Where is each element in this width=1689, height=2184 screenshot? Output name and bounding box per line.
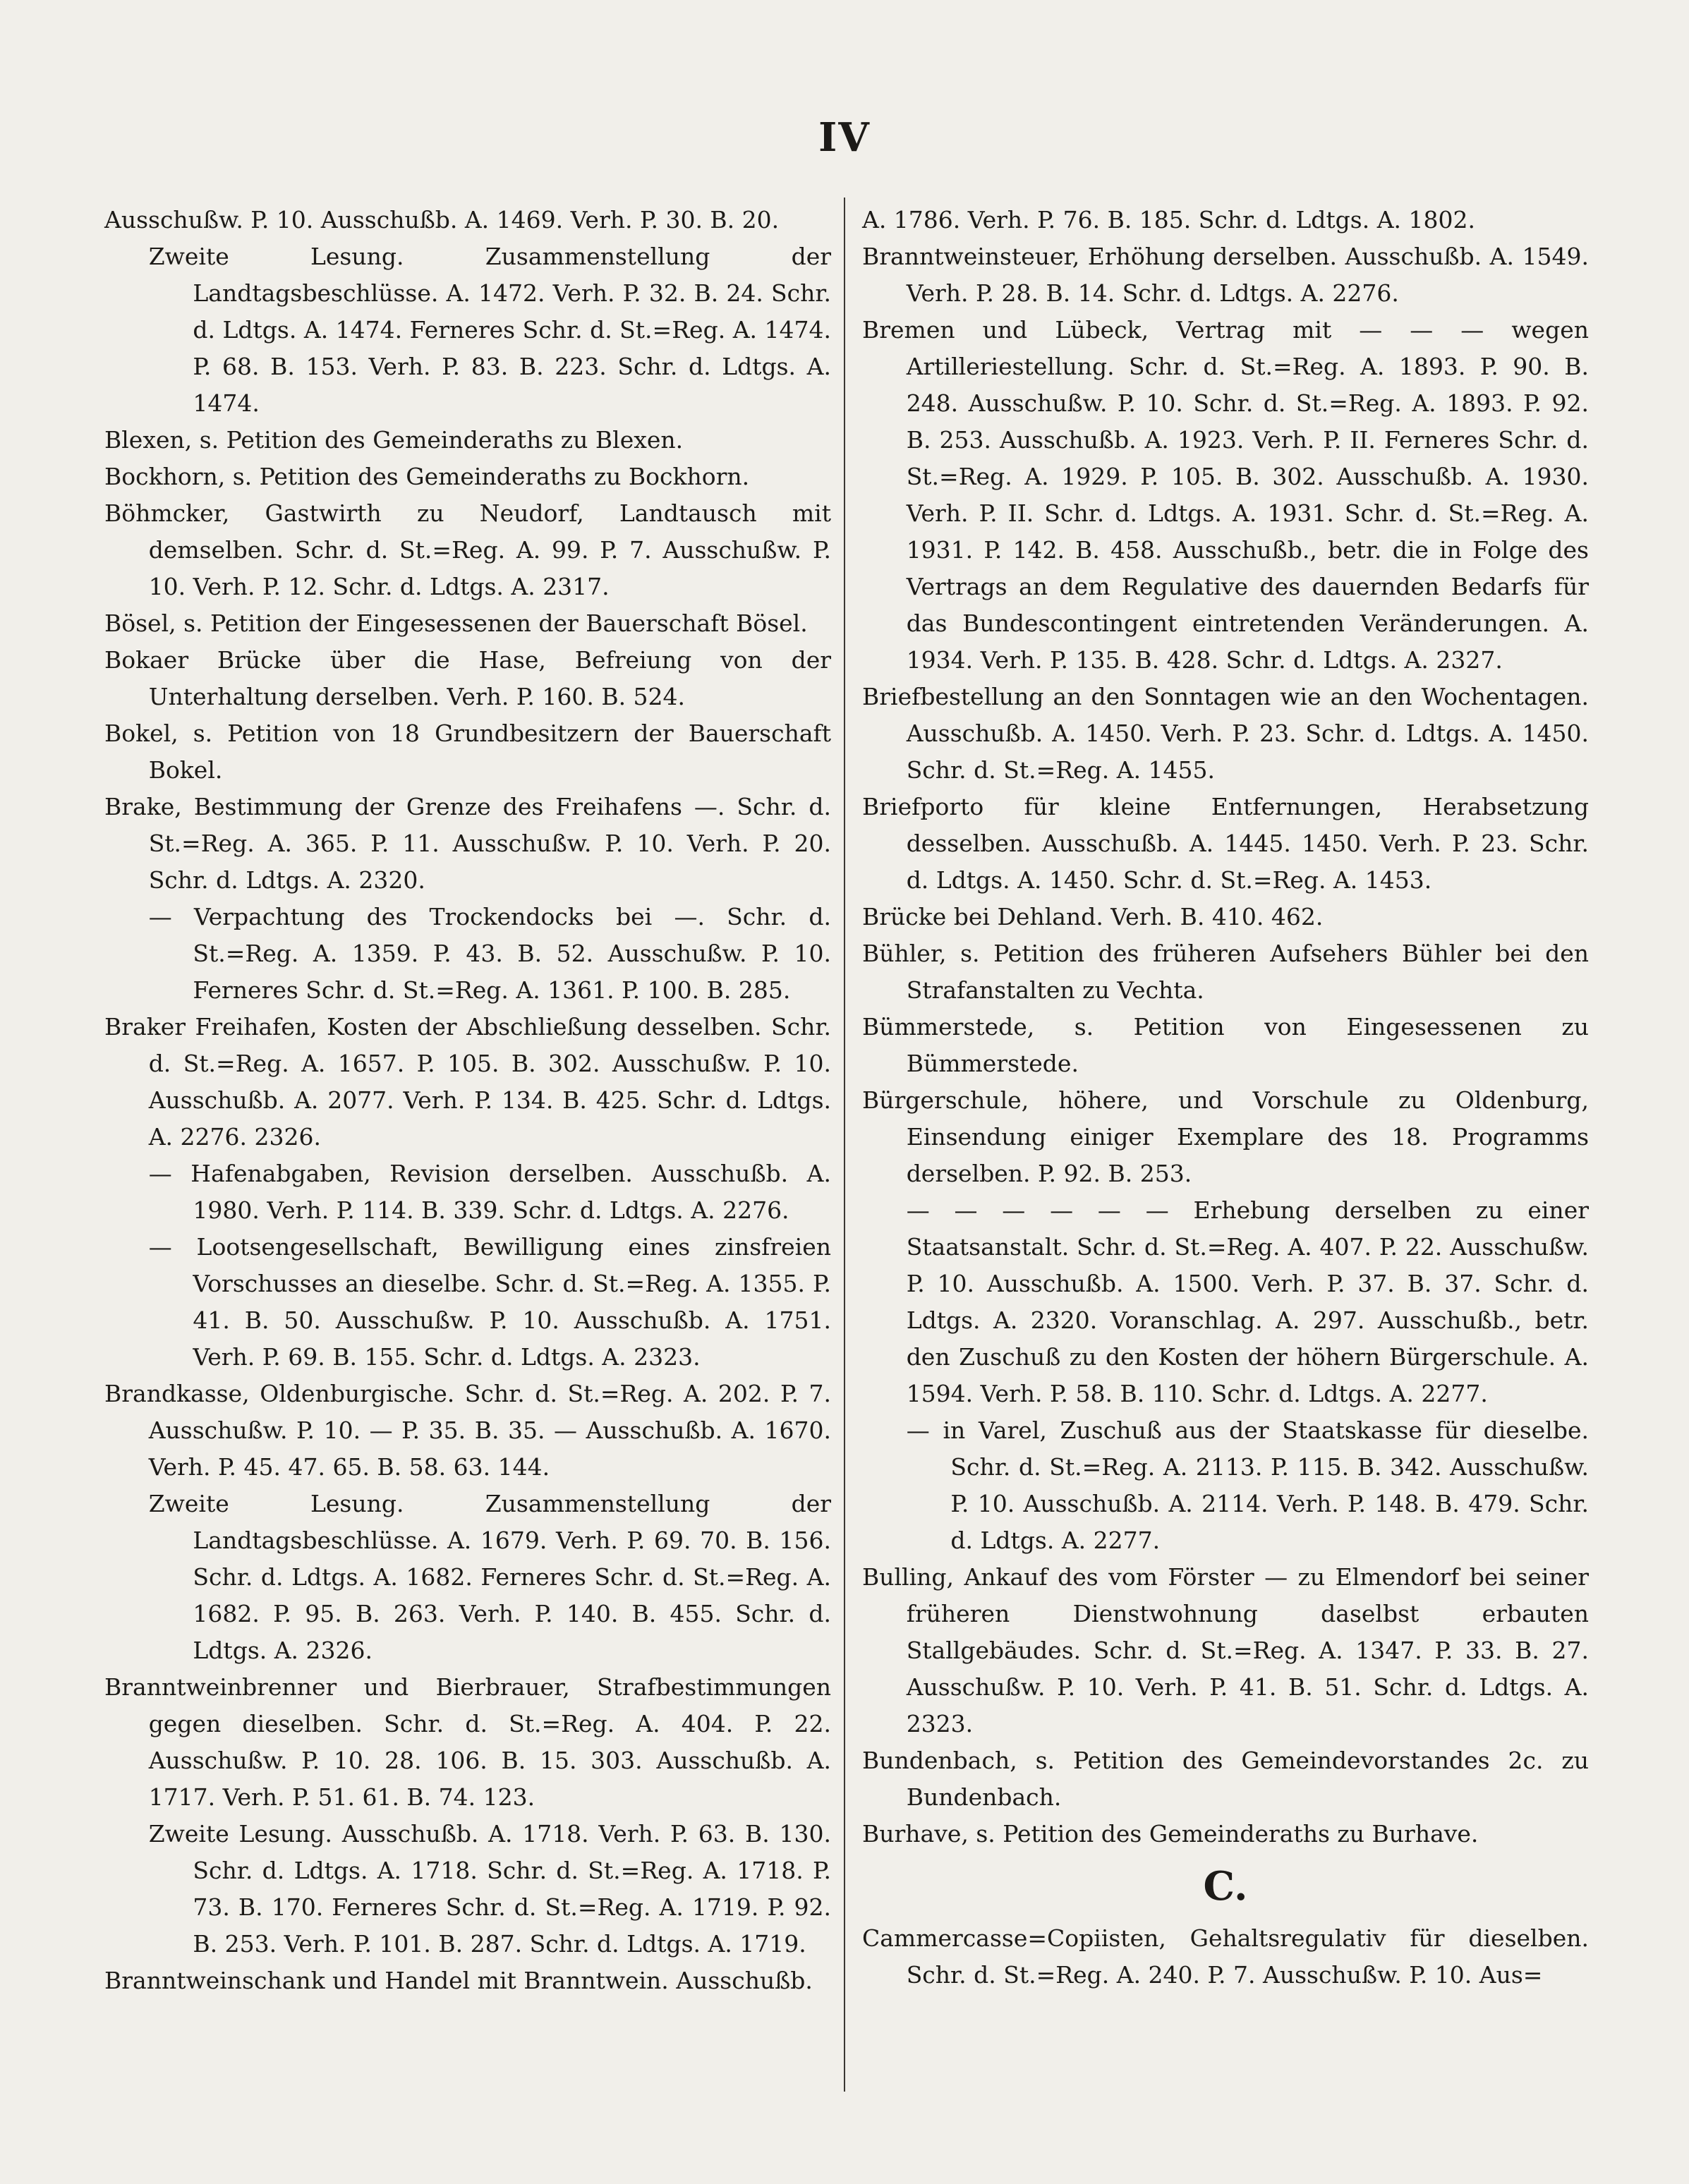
- index-entry: Briefbestellung an den Sonntagen wie an den Wochentagen. Ausschußb. A. 1450. Verh. P. 23. Schr. d. Ldtgs. A. 1450. Schr. d. St.=Reg. A. 1455.: [862, 683, 1589, 784]
- index-entry: Bokaer Brücke über die Hase, Befreiung von der Unterhaltung derselben. Verh. P. 160. B. 524.: [104, 646, 831, 710]
- index-entry: Bühler, s. Petition des früheren Aufsehers Bühler bei den Strafanstalten zu Vechta.: [862, 940, 1589, 1004]
- index-entry: Brandkasse, Oldenburgische. Schr. d. St.=Reg. A. 202. P. 7. Ausschußw. P. 10. — P. 35. B. 35. — Ausschußb. A. 1670. Verh. P. 45. 47. 65. B. 58. 63. 144.: [104, 1380, 831, 1481]
- index-subentry: — Hafenabgaben, Revision derselben. Ausschußb. A. 1980. Verh. P. 114. B. 339. Schr. d. Ldtgs. A. 2276.: [148, 1160, 831, 1224]
- index-column-left: [104, 202, 831, 1999]
- index-entry: Braker Freihafen, Kosten der Abschließung desselben. Schr. d. St.=Reg. A. 1657. P. 105. B. 302. Ausschußw. P. 10. Ausschußb. A. 2077. Verh. P. 134. B. 425. Schr. d. Ldtgs. A. 2276. 2326.: [104, 1013, 831, 1151]
- column-divider: [844, 198, 845, 2092]
- index-column-right: [862, 202, 1589, 1994]
- index-entry: Bockhorn, s. Petition des Gemeinderaths zu Bockhorn.: [104, 463, 750, 490]
- index-entry: Bundenbach, s. Petition des Gemeindevorstandes 2c. zu Bundenbach.: [862, 1747, 1589, 1811]
- index-subentry: — Verpachtung des Trockendocks bei —. Schr. d. St.=Reg. A. 1359. P. 43. B. 52. Ausschußw. P. 10. Ferneres Schr. d. St.=Reg. A. 1361. P. 100. B. 285.: [148, 903, 831, 1004]
- index-entry: Branntweinsteuer, Erhöhung derselben. Ausschußb. A. 1549. Verh. P. 28. B. 14. Schr. d. Ldtgs. A. 2276.: [862, 243, 1589, 307]
- index-entry: Bümmerstede, s. Petition von Eingesessenen zu Bümmerstede.: [862, 1013, 1589, 1077]
- index-subentry: — in Varel, Zuschuß aus der Staatskasse für dieselbe. Schr. d. St.=Reg. A. 2113. P. 115. B. 342. Ausschußw. P. 10. Ausschußb. A. 2114. Verh. P. 148. B. 479. Schr. d. Ldtgs. A. 2277.: [906, 1416, 1589, 1554]
- index-entry: Burhave, s. Petition des Gemeinderaths zu Burhave.: [862, 1820, 1479, 1848]
- index-entry: A. 1786. Verh. P. 76. B. 185. Schr. d. Ldtgs. A. 1802.: [862, 206, 1475, 233]
- index-entry: Bokel, s. Petition von 18 Grundbesitzern der Bauerschaft Bokel.: [104, 720, 831, 784]
- index-entry: Briefporto für kleine Entfernungen, Herabsetzung desselben. Ausschußb. A. 1445. 1450. Verh. P. 23. Schr. d. Ldtgs. A. 1450. Schr. d. St.=Reg. A. 1453.: [862, 793, 1589, 894]
- index-entry: Ausschußw. P. 10. Ausschußb. A. 1469. Verh. P. 30. B. 20.: [104, 206, 780, 233]
- index-entry: Brücke bei Dehland. Verh. B. 410. 462.: [862, 903, 1324, 930]
- index-subentry: Zweite Lesung. Zusammenstellung der Landtagsbeschlüsse. A. 1679. Verh. P. 69. 70. B. 156. Schr. d. Ldtgs. A. 1682. Ferneres Schr. d. St.=Reg. A. 1682. P. 95. B. 263. Verh. P. 140. B. 455. Schr. d. Ldtgs. A. 2326.: [148, 1490, 831, 1664]
- index-entry: Branntweinschank und Handel mit Branntwein. Ausschußb.: [104, 1967, 813, 1994]
- index-entry: Branntweinbrenner und Bierbrauer, Strafbestimmungen gegen dieselben. Schr. d. St.=Reg. A. 404. P. 22. Ausschußw. P. 10. 28. 106. B. 15. 303. Ausschußb. A. 1717. Verh. P. 51. 61. B. 74. 123.: [104, 1673, 831, 1811]
- index-entry: Brake, Bestimmung der Grenze des Freihafens —. Schr. d. St.=Reg. A. 365. P. 11. Ausschußw. P. 10. Verh. P. 20. Schr. d. Ldtgs. A. 2320.: [104, 793, 831, 894]
- index-entry: Böhmcker, Gastwirth zu Neudorf, Landtausch mit demselben. Schr. d. St.=Reg. A. 99. P. 7. Ausschußw. P. 10. Verh. P. 12. Schr. d. Ldtgs. A. 2317.: [104, 499, 831, 600]
- page-number: IV: [818, 114, 871, 161]
- index-entry: Blexen, s. Petition des Gemeinderaths zu Blexen.: [104, 426, 684, 454]
- index-subentry: — Lootsengesellschaft, Bewilligung eines zinsfreien Vorschusses an dieselbe. Schr. d. St.=Reg. A. 1355. P. 41. B. 50. Ausschußw. P. 10. Ausschußb. A. 1751. Verh. P. 69. B. 155. Schr. d. Ldtgs. A. 2323.: [148, 1233, 831, 1371]
- index-subentry: — — — — — — Erhebung derselben zu einer Staatsanstalt. Schr. d. St.=Reg. A. 407. P. 22. Ausschußw. P. 10. Ausschußb. A. 1500. Verh. P. 37. B. 37. Schr. d. Ldtgs. A. 2320. Voranschlag. A. 297. Ausschußb., betr. den Zuschuß zu den Kosten der höhern Bürgerschule. A. 1594. Verh. P. 58. B. 110. Schr. d. Ldtgs. A. 2277.: [906, 1196, 1589, 1407]
- index-subentry: Zweite Lesung. Zusammenstellung der Landtagsbeschlüsse. A. 1472. Verh. P. 32. B. 24. Schr. d. Ldtgs. A. 1474. Ferneres Schr. d. St.=Reg. A. 1474. P. 68. B. 153. Verh. P. 83. B. 223. Schr. d. Ldtgs. A. 1474.: [148, 243, 831, 417]
- index-entry: Bulling, Ankauf des vom Förster — zu Elmendorf bei seiner früheren Dienstwohnung daselbst erbauten Stallgebäudes. Schr. d. St.=Reg. A. 1347. P. 33. B. 27. Ausschußw. P. 10. Verh. P. 41. B. 51. Schr. d. Ldtgs. A. 2323.: [862, 1563, 1589, 1737]
- index-subentry: Zweite Lesung. Ausschußb. A. 1718. Verh. P. 63. B. 130. Schr. d. Ldtgs. A. 1718. Schr. d. St.=Reg. A. 1718. P. 73. B. 170. Ferneres Schr. d. St.=Reg. A. 1719. P. 92. B. 253. Verh. P. 101. B. 287. Schr. d. Ldtgs. A. 1719.: [148, 1820, 831, 1958]
- index-entry: Cammercasse=Copiisten, Gehaltsregulativ für dieselben. Schr. d. St.=Reg. A. 240. P. 7. Ausschußw. P. 10. Aus=: [862, 1924, 1589, 1989]
- index-entry: Bürgerschule, höhere, und Vorschule zu Oldenburg, Einsendung einiger Exemplare des 18. Programms derselben. P. 92. B. 253.: [862, 1086, 1589, 1187]
- index-entry: Bremen und Lübeck, Vertrag mit — — — wegen Artilleriestellung. Schr. d. St.=Reg. A. 1893. P. 90. B. 248. Ausschußw. P. 10. Schr. d. St.=Reg. A. 1893. P. 92. B. 253. Ausschußb. A. 1923. Verh. P. II. Ferneres Schr. d. St.=Reg. A. 1929. P. 105. B. 302. Ausschußb. A. 1930. Verh. P. II. Schr. d. Ldtgs. A. 1931. Schr. d. St.=Reg. A. 1931. P. 142. B. 458. Ausschußb., betr. die in Folge des Vertrags an dem Regulative des dauernden Bedarfs für das Bundescontingent eintretenden Veränderungen. A. 1934. Verh. P. 135. B. 428. Schr. d. Ldtgs. A. 2327.: [862, 316, 1589, 674]
- section-letter-heading: C.: [1203, 1863, 1248, 1910]
- index-entry: Bösel, s. Petition der Eingesessenen der Bauerschaft Bösel.: [104, 609, 808, 637]
